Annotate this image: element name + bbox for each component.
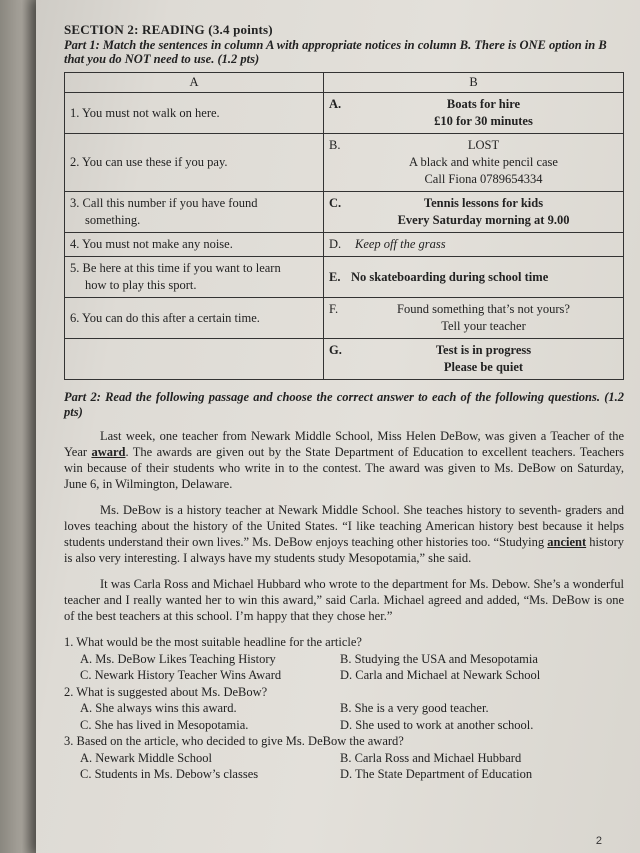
- notice-label: F.: [329, 302, 339, 316]
- notice-cell: [324, 192, 624, 233]
- sentence-cell: [65, 339, 324, 380]
- answer-option: B. Studying the USA and Mesopotamia: [340, 651, 538, 666]
- question-text: 2. What is suggested about Ms. DeBow?: [64, 684, 268, 699]
- answer-options: [64, 700, 624, 733]
- sentence-cell: [65, 257, 324, 298]
- notice-cell: [324, 134, 624, 192]
- notice-line: £10 for 30 minutes: [434, 114, 533, 128]
- sentence-cell: [65, 192, 324, 233]
- notice-line: Tennis lessons for kids: [423, 196, 544, 210]
- exam-page: [36, 0, 640, 853]
- answer-option: D. She used to work at another school.: [340, 717, 534, 732]
- notice-line: Please be quiet: [443, 360, 524, 374]
- answer-option: C. Newark History Teacher Wins Award: [80, 668, 282, 682]
- notice-cell: [324, 93, 624, 134]
- notice-label: G.: [329, 343, 342, 357]
- answer-option: C. Students in Ms. Debow’s classes: [80, 767, 259, 781]
- sentence-text: 1. You must not walk on here.: [70, 105, 220, 120]
- notice-label: E.: [329, 269, 341, 284]
- notice-line: LOST: [467, 138, 500, 152]
- notice-line: Boats for hire: [446, 97, 521, 111]
- sentence-text: 3. Call this number if you have found: [70, 196, 258, 210]
- notice-label: A.: [329, 97, 342, 111]
- sentence-continuation: something.: [85, 213, 141, 227]
- sentence-cell: [65, 134, 324, 192]
- passage-paragraph: [64, 502, 624, 566]
- section-instruction: Part 1: Match the sentences in column A with appropriate notices in column B. There is ONE option in B that you do NOT need to use. (1.2 pts): [64, 38, 607, 66]
- keyword-ancient: ancient: [547, 535, 587, 549]
- notice-cell: [324, 298, 624, 339]
- column-a-header: A: [65, 73, 324, 93]
- sentence-cell: [65, 93, 324, 134]
- part2-title: Part 2: Read the following passage and choose the correct answer to each of the following questions. (1.2 pts): [64, 390, 624, 419]
- answer-options: [64, 651, 624, 684]
- keyword-award: award: [91, 445, 126, 459]
- question-list: [64, 634, 624, 783]
- sentence-text: 4. You must not make any noise.: [70, 237, 233, 251]
- notice-line: Tell your teacher: [441, 319, 526, 333]
- answer-option: D. The State Department of Education: [340, 767, 533, 781]
- passage-paragraph: [64, 428, 624, 492]
- paragraph-text: history is also very interesting. I always have my students study Mesopotamia,” she said.: [64, 535, 625, 565]
- table-row: [65, 233, 624, 257]
- answer-options: [64, 750, 624, 783]
- notice-line: No skateboarding during school time: [351, 269, 549, 284]
- sentence-text: 5. Be here at this time if you want to learn: [70, 261, 281, 275]
- notice-line: Call Fiona 0789654334: [424, 172, 543, 186]
- notice-line: Found something that’s not yours?: [397, 302, 570, 316]
- answer-option: A. She always wins this award.: [80, 701, 237, 715]
- table-row: [65, 298, 624, 339]
- notice-line: Every Saturday morning at 9.00: [397, 213, 570, 227]
- table-row: [65, 192, 624, 233]
- question-text: 1. What would be the most suitable headline for the article?: [64, 635, 362, 649]
- notice-cell: [324, 257, 624, 298]
- page-number: 2: [595, 835, 602, 847]
- column-b-header: B: [324, 73, 624, 93]
- table-row: [65, 339, 624, 380]
- table-row: [65, 257, 624, 298]
- paragraph-text: Ms. DeBow is a history teacher at Newark Middle School. She teaches history to seventh- graders and loves teaching about the history of the United States. “I like teaching American history best because it helps students understand their own lives.” Ms. DeBow enjoys teaching other histories too. “Studying: [64, 503, 624, 549]
- question-text: 3. Based on the article, who decided to give Ms. DeBow the award?: [64, 734, 404, 748]
- notice-cell: [324, 233, 624, 257]
- answer-option: B. She is a very good teacher.: [340, 701, 489, 715]
- notice-label: D.: [329, 237, 342, 251]
- matching-table: [64, 72, 624, 380]
- notice-line: Test is in progress: [435, 343, 532, 357]
- answer-option: A. Newark Middle School: [80, 750, 212, 765]
- paragraph-text: Last week, one teacher from Newark Middle School, Miss Helen DeBow, was given a Teacher of the Year: [64, 429, 624, 459]
- notice-cell: [324, 339, 624, 380]
- answer-option: A. Ms. DeBow Likes Teaching History: [80, 651, 276, 666]
- sentence-text: 2. You can use these if you pay.: [70, 155, 228, 169]
- section-title: SECTION 2: READING (3.4 points): [64, 22, 273, 37]
- sentence-cell: [65, 233, 324, 257]
- sentence-cell: [65, 298, 324, 339]
- notice-label: B.: [329, 138, 341, 152]
- answer-option: C. She has lived in Mesopotamia.: [80, 717, 249, 732]
- passage-paragraph: It was Carla Ross and Michael Hubbard who wrote to the department for Ms. Debow. She’s a wonderful teacher and I really wanted her to win this award,” said Carla. Michael agreed and added, “Ms. DeBow is one of the best teachers at this school. I’m happy that they chose her.”: [64, 577, 624, 623]
- sentence-text: 6. You can do this after a certain time.: [70, 310, 260, 325]
- notice-line: A black and white pencil case: [409, 155, 558, 169]
- paragraph-text: . The awards are given out by the State Department of Education to excellent teachers. Teachers win because of their students who write in to the contest. The award was given to Ms. DeBow on Saturday, June 6, in Wilmington, Delaware.: [64, 445, 624, 491]
- table-row: [65, 93, 624, 134]
- notice-label: C.: [329, 196, 342, 210]
- answer-option: D. Carla and Michael at Newark School: [340, 668, 541, 682]
- answer-option: B. Carla Ross and Michael Hubbard: [340, 750, 522, 765]
- page-edge: [0, 0, 36, 853]
- sentence-continuation: how to play this sport.: [85, 278, 197, 292]
- table-row: [65, 134, 624, 192]
- page-content: [64, 22, 624, 783]
- notice-line: Keep off the grass: [355, 237, 446, 251]
